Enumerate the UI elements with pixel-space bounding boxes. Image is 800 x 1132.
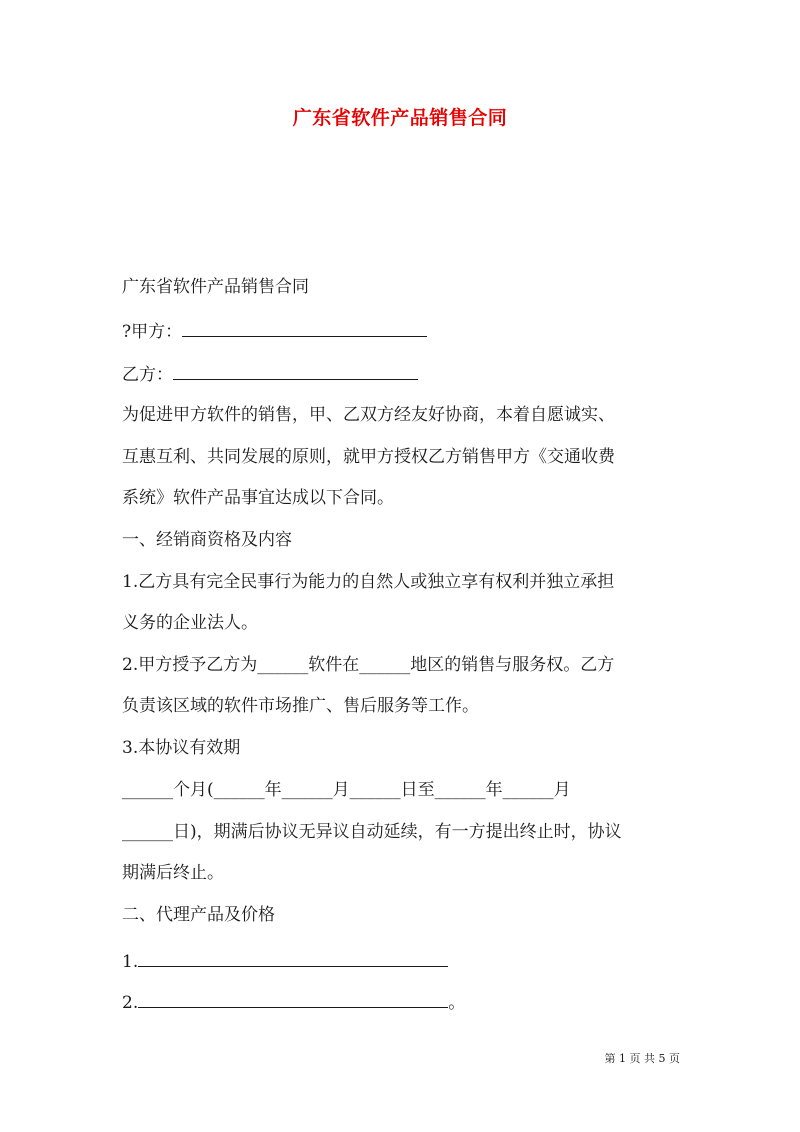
party-a-blank (182, 320, 427, 337)
period-line-2: ______日)，期满后协议无异议自动延续，有一方提出终止时，协议 (122, 822, 622, 842)
period-line-3: 期满后终止。 (122, 863, 224, 883)
party-b-blank (173, 363, 418, 380)
document-title: 广东省软件产品销售合同 (292, 107, 508, 129)
product-line-1 (122, 950, 448, 973)
item-1-line-1: 1.乙方具有完全民事行为能力的自然人或独立享有权利并独立承担 (122, 572, 615, 592)
contract-heading: 广东省软件产品销售合同 (122, 277, 309, 297)
period-line-1: ______个月(______年______月______日至______年______月 (122, 780, 571, 800)
item-3-heading: 3.本协议有效期 (122, 738, 241, 758)
party-a-line (122, 320, 427, 343)
product-2-blank (138, 991, 448, 1008)
product-2-label: 2. (122, 993, 139, 1013)
section-1-heading: 一、经销商资格及内容 (122, 530, 292, 550)
intro-line-1: 为促进甲方软件的销售，甲、乙双方经友好协商，本着自愿诚实、 (122, 405, 615, 425)
product-1-label: 1. (122, 952, 139, 972)
product-line-2 (122, 991, 465, 1014)
party-b-label: 乙方： (122, 365, 173, 385)
section-2-heading: 二、代理产品及价格 (122, 905, 275, 925)
item-1-line-2: 义务的企业法人。 (122, 613, 258, 633)
party-b-line (122, 363, 418, 386)
item-2-line-1: 2.甲方授予乙方为______软件在______地区的销售与服务权。乙方 (122, 655, 615, 675)
page-number: 第 1 页 共 5 页 (604, 1052, 680, 1065)
intro-line-3: 系统》软件产品事宜达成以下合同。 (122, 488, 394, 508)
item-2-line-2: 负责该区域的软件市场推广、售后服务等工作。 (122, 696, 479, 716)
product-1-blank (138, 950, 448, 967)
product-2-end: 。 (448, 993, 466, 1013)
party-a-label: ?甲方： (122, 322, 183, 342)
intro-line-2: 互惠互利、共同发展的原则，就甲方授权乙方销售甲方《交通收费 (122, 447, 615, 467)
